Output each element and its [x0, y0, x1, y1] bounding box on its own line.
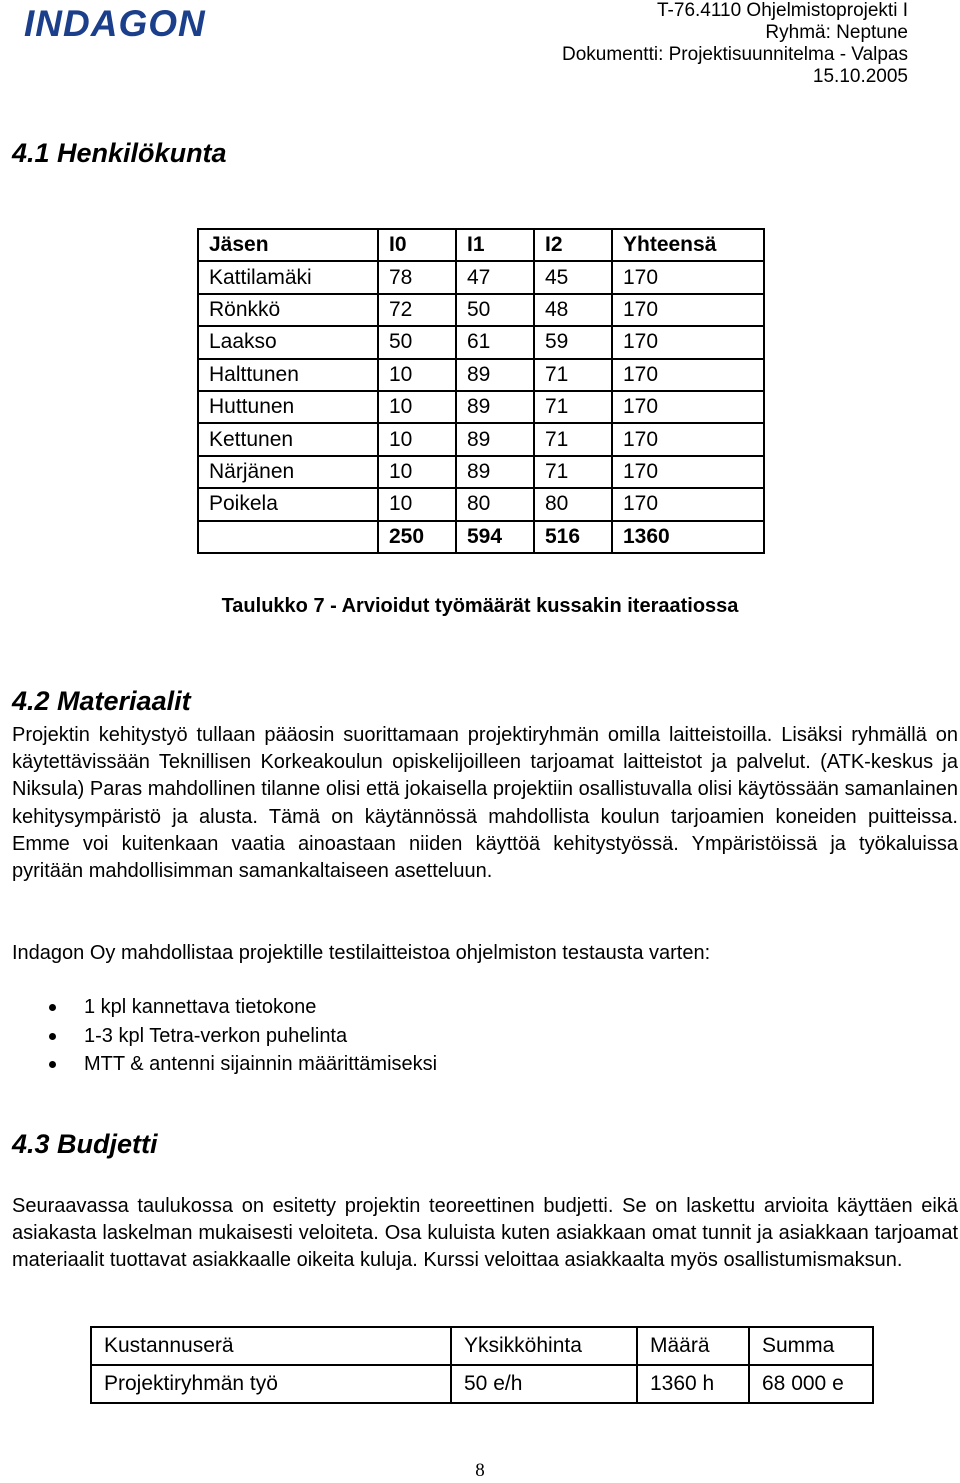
cell: 71 [534, 359, 612, 391]
materials-paragraph: Projektin kehitystyö tullaan pääosin suorittamaan projektiryhmän omilla laitteistoilla. Lisäksi ryhmällä on käytettävissään Teknillisen Korkeakoulun opiskelijoilleen tarjoamat laitteistot ja palvelut. (ATK-keskus ja Niksula) Paras mahdollinen tilanne olisi että jokaisella projektiin osallistuvalla olisi käytössään samanlainen kehitysympäristö ja alusta. Tämä on käytännössä mahdollista koulun tarjoamien koneiden puitteissa. Emme voi kuitenkaan vaatia ainoastaan niiden käyttöä kehitystyössä. Ympäristöissä ja työkaluissa pyritään mahdollisimman samankaltaiseen asetteluun. [12, 724, 958, 883]
cell: 1360 [612, 521, 764, 553]
cell: Kattilamäki [198, 261, 378, 293]
cell: 45 [534, 261, 612, 293]
document-meta [562, 0, 908, 88]
bullet-icon [49, 1033, 56, 1040]
cell: 47 [456, 261, 534, 293]
cell: 50 e/h [451, 1365, 637, 1403]
cell: 170 [612, 261, 764, 293]
cell: Rönkkö [198, 294, 378, 326]
table-row [198, 294, 764, 326]
cell: Huttunen [198, 391, 378, 423]
header-cell: I1 [456, 229, 534, 261]
course-line: T-76.4110 Ohjelmistoprojekti I [657, 0, 908, 21]
cell: 594 [456, 521, 534, 553]
cell: 50 [378, 326, 456, 358]
cell: 72 [378, 294, 456, 326]
equipment-list [44, 993, 437, 1079]
budget-paragraph: Seuraavassa taulukossa on esitetty projektin teoreettinen budjetti. Se on laskettu arvioita käyttäen eikä asiakasta laskelman mukaisesti veloiteta. Osa kuluista kuten asiakkaan omat tunnit ja asiakkaan tarjoamat materiaalit tuottavat asiakkaalle oikeita kuluja. Kurssi veloittaa asiakkaalta myös osallistumismaksun. [12, 1195, 958, 1272]
header-cell: Yhteensä [612, 229, 764, 261]
cell: 170 [612, 391, 764, 423]
cell: Kettunen [198, 423, 378, 455]
header-cell: Kustannuserä [91, 1327, 451, 1365]
section-heading-henkilokunta: 4.1 Henkilökunta [12, 138, 227, 168]
list-item [44, 1050, 437, 1079]
document-line: Dokumentti: Projektisuunnitelma - Valpas [561, 44, 908, 65]
cell: 59 [534, 326, 612, 358]
date-line: 15.10.2005 [812, 66, 908, 87]
table-total-row [198, 521, 764, 553]
cell: 170 [612, 488, 764, 520]
cell: Närjänen [198, 456, 378, 488]
cell: 10 [378, 391, 456, 423]
table-row [198, 391, 764, 423]
cell: 71 [534, 456, 612, 488]
cell: Halttunen [198, 359, 378, 391]
header-cell: I0 [378, 229, 456, 261]
cell: 48 [534, 294, 612, 326]
cell: 71 [534, 391, 612, 423]
cell: Poikela [198, 488, 378, 520]
cell: Laakso [198, 326, 378, 358]
header-cell: I2 [534, 229, 612, 261]
group-line: Ryhmä: Neptune [765, 22, 908, 43]
page-number: 8 [475, 1460, 485, 1481]
cell: 89 [456, 391, 534, 423]
cell: 80 [534, 488, 612, 520]
table-row [198, 488, 764, 520]
cell: 170 [612, 294, 764, 326]
list-item [44, 1022, 437, 1051]
budget-table [90, 1326, 874, 1404]
cell: 170 [612, 423, 764, 455]
cell: 68 000 e [749, 1365, 873, 1403]
table-row [198, 326, 764, 358]
cell: 10 [378, 456, 456, 488]
table-header-row [91, 1327, 873, 1365]
list-item-label: MTT & antenni sijainnin määrittämiseksi [84, 1053, 438, 1075]
cell: 10 [378, 359, 456, 391]
section-heading-materiaalit: 4.2 Materiaalit [12, 686, 191, 716]
table-row [198, 423, 764, 455]
logo-wordmark: INDAGON [24, 3, 206, 44]
cell: 170 [612, 326, 764, 358]
cell: 10 [378, 488, 456, 520]
cell: Projektiryhmän työ [91, 1365, 451, 1403]
table-row [91, 1365, 873, 1403]
cell: 80 [456, 488, 534, 520]
list-item-label: 1 kpl kannettava tietokone [84, 996, 317, 1018]
cell: 61 [456, 326, 534, 358]
cell: 89 [456, 359, 534, 391]
table-header-row [198, 229, 764, 261]
cell: 1360 h [637, 1365, 749, 1403]
cell: 50 [456, 294, 534, 326]
cell: 170 [612, 456, 764, 488]
cell: 78 [378, 261, 456, 293]
cell: 89 [456, 456, 534, 488]
bullet-icon [49, 1061, 56, 1068]
header-cell: Jäsen [198, 229, 378, 261]
header-cell: Summa [749, 1327, 873, 1365]
cell [198, 521, 378, 553]
table-caption: Taulukko 7 - Arvioidut työmäärät kussakin iteraatiossa [221, 595, 739, 617]
cell: 516 [534, 521, 612, 553]
cell: 71 [534, 423, 612, 455]
cell: 250 [378, 521, 456, 553]
table-row [198, 456, 764, 488]
cell: 170 [612, 359, 764, 391]
bullet-icon [49, 1004, 56, 1011]
table-row [198, 359, 764, 391]
list-item-label: 1-3 kpl Tetra-verkon puhelinta [84, 1024, 348, 1047]
indagon-logo [24, 4, 224, 44]
header-cell: Yksikköhinta [451, 1327, 637, 1365]
table-row [198, 261, 764, 293]
section-heading-budjetti: 4.3 Budjetti [12, 1129, 158, 1159]
effort-table [197, 228, 765, 554]
cell: 89 [456, 423, 534, 455]
cell: 10 [378, 423, 456, 455]
test-equipment-intro: Indagon Oy mahdollistaa projektille testilaitteistoa ohjelmiston testausta varten: [12, 942, 711, 964]
header-cell: Määrä [637, 1327, 749, 1365]
list-item [44, 993, 437, 1022]
